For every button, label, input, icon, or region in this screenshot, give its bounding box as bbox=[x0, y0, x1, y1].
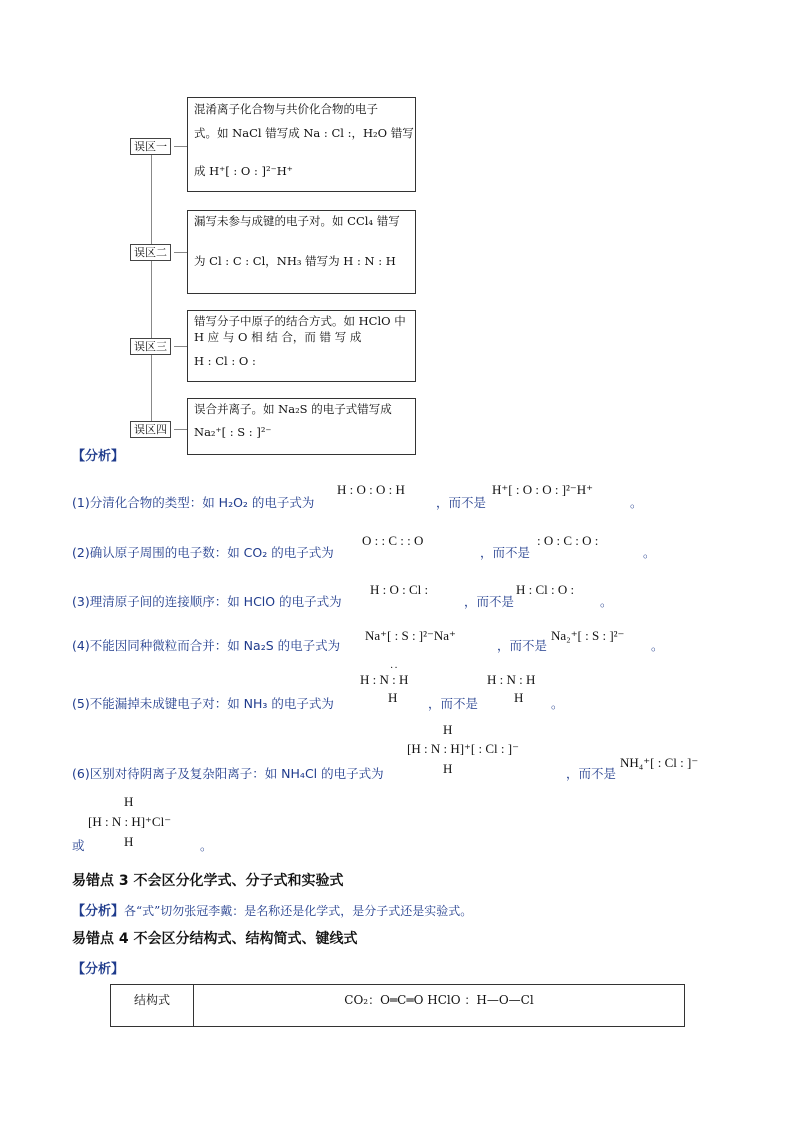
mistake-1-line-1: 混淆离子化合物与共价化合物的电子 bbox=[194, 102, 378, 116]
item-5-wrong-h: H bbox=[514, 690, 524, 705]
table-row bbox=[111, 985, 685, 1027]
item-4-wrong: Na₂⁺[ : S : ]²⁻ bbox=[551, 628, 625, 643]
sec4-title: 易错点 4 不会区分结构式、结构简式、键线式 bbox=[72, 931, 358, 947]
item-2-end: 。 bbox=[643, 545, 656, 560]
mistake-tag-1: 误区一 bbox=[130, 138, 171, 155]
mistake-box-2 bbox=[187, 210, 416, 294]
alt-end: 。 bbox=[200, 838, 213, 853]
table-head: 结构式 bbox=[111, 985, 194, 1027]
item-1-mid: ，而不是 bbox=[436, 495, 487, 510]
alt-prefix: 或 bbox=[72, 838, 85, 853]
item-4-text: (4)不能因同种微粒而合并：如 Na₂S 的电子式为 bbox=[72, 638, 341, 653]
item-5-formula-h: H bbox=[388, 690, 398, 705]
mistake-2-line-2: 为 Cl : C : Cl，NH₃ 错写为 H : N : H bbox=[194, 254, 396, 268]
sec3-text: 各“式”切勿张冠李戴：是名称还是化学式，是分子式还是实验式。 bbox=[124, 904, 473, 918]
item-4-formula: Na⁺[ : S : ]²⁻Na⁺ bbox=[365, 628, 456, 643]
item-3-wrong: H : Cl : O : bbox=[516, 582, 575, 597]
mistake-1-line-3: 成 H⁺[ : O : ]²⁻H⁺ bbox=[194, 164, 293, 178]
item-6-formula-top-h: H bbox=[443, 722, 453, 737]
item-3-formula: H : O : Cl : bbox=[370, 582, 429, 597]
item-6-mid: ，而不是 bbox=[566, 766, 617, 781]
mistake-tag-2: 误区二 bbox=[130, 244, 171, 261]
item-1-formula: H : O : O : H bbox=[337, 482, 405, 497]
mistake-3-line-3: H : Cl : O : bbox=[194, 354, 256, 368]
item-5-end: 。 bbox=[551, 696, 564, 711]
mistake-box-3 bbox=[187, 310, 416, 382]
mistake-3-line-1: 错写分子中原子的结合方式。如 HClO 中 bbox=[194, 314, 406, 328]
item-6-formula-bottom-h: H bbox=[443, 761, 453, 776]
structure-table bbox=[110, 984, 685, 1027]
mistake-box-4 bbox=[187, 398, 416, 455]
item-3-mid: ，而不是 bbox=[464, 594, 515, 609]
item-3-text: (3)理清原子间的连接顺序：如 HClO 的电子式为 bbox=[72, 594, 342, 609]
alt-formula: [H : N : H]⁺Cl⁻ bbox=[88, 814, 172, 829]
item-2-wrong: : O : C : O : bbox=[537, 533, 599, 548]
item-2-mid: ，而不是 bbox=[480, 545, 531, 560]
mistake-tag-4: 误区四 bbox=[130, 421, 171, 438]
mistake-4-line-1: 误合并离子。如 Na₂S 的电子式错写成 bbox=[194, 402, 392, 416]
item-4-end: 。 bbox=[651, 638, 664, 653]
item-4-mid: ，而不是 bbox=[497, 638, 548, 653]
item-5-dots: ·· bbox=[390, 663, 399, 674]
item-5-mid: ，而不是 bbox=[428, 696, 479, 711]
mistake-3-line-2: H 应 与 O 相 结 合，而 错 写 成 bbox=[194, 330, 362, 344]
alt-top-h: H bbox=[124, 794, 134, 809]
item-3-end: 。 bbox=[600, 594, 613, 609]
item-1-wrong: H⁺[ : O : O : ]²⁻H⁺ bbox=[492, 482, 594, 497]
sec3-label: 【分析】 bbox=[72, 904, 125, 919]
item-1-text: (1)分清化合物的类型：如 H₂O₂ 的电子式为 bbox=[72, 495, 315, 510]
analysis-label: 【分析】 bbox=[72, 449, 125, 464]
item-2-formula: O : : C : : O bbox=[362, 533, 424, 548]
item-5-wrong: H : N : H bbox=[487, 672, 536, 687]
item-5-formula: H : N : H bbox=[360, 672, 409, 687]
sec4-label: 【分析】 bbox=[72, 962, 125, 977]
mistake-tag-3: 误区三 bbox=[130, 338, 171, 355]
item-6-text: (6)区别对待阴离子及复杂阳离子：如 NH₄Cl 的电子式为 bbox=[72, 766, 384, 781]
table-value: CO₂：O═C═O HClO ：H—O—Cl bbox=[194, 985, 685, 1027]
sec3-title: 易错点 3 不会区分化学式、分子式和实验式 bbox=[72, 873, 344, 889]
sec3-analysis bbox=[72, 900, 472, 919]
mistake-1-line-2: 式。如 NaCl 错写成 Na : Cl :，H₂O 错写 bbox=[194, 126, 414, 140]
item-5-text: (5)不能漏掉未成键电子对：如 NH₃ 的电子式为 bbox=[72, 696, 334, 711]
mistake-box-1 bbox=[187, 97, 416, 192]
mistake-2-line-1: 漏写未参与成键的电子对。如 CCl₄ 错写 bbox=[194, 214, 400, 228]
item-2-text: (2)确认原子周围的电子数：如 CO₂ 的电子式为 bbox=[72, 545, 334, 560]
item-6-formula: [H : N : H]⁺[ : Cl : ]⁻ bbox=[407, 741, 519, 756]
mistake-4-line-2: Na₂⁺[ : S : ]²⁻ bbox=[194, 425, 272, 439]
item-1-end: 。 bbox=[630, 495, 643, 510]
alt-bottom-h: H bbox=[124, 834, 134, 849]
item-6-wrong: NH₄⁺[ : Cl : ]⁻ bbox=[620, 755, 699, 770]
